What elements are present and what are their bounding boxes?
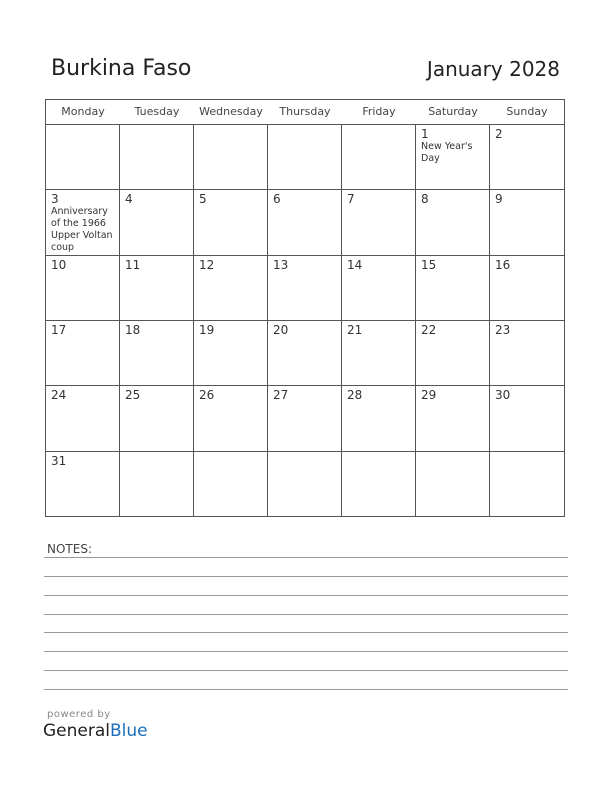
day-number: 15	[421, 257, 437, 272]
day-cell[interactable]	[120, 256, 194, 321]
notes-label: NOTES:	[47, 542, 92, 556]
day-number: 26	[199, 388, 215, 403]
day-number: 30	[495, 388, 511, 403]
day-cell[interactable]	[194, 256, 268, 321]
day-number: 28	[347, 388, 363, 403]
weekday-label: Wednesday	[199, 105, 263, 118]
day-cell[interactable]	[342, 386, 416, 451]
notes-line	[44, 576, 568, 577]
day-cell[interactable]	[268, 125, 342, 190]
day-cell[interactable]	[194, 190, 268, 255]
notes-line	[44, 614, 568, 615]
day-cell[interactable]	[120, 452, 194, 517]
weekday-label: Friday	[362, 105, 396, 118]
day-cell[interactable]	[194, 452, 268, 517]
day-number: 18	[125, 323, 141, 337]
day-cell[interactable]	[120, 125, 194, 190]
day-cell[interactable]	[120, 386, 194, 451]
day-number: 8	[421, 192, 429, 207]
day-cell[interactable]	[416, 386, 490, 451]
holiday-label: New Year's Day	[421, 141, 473, 164]
day-number: 22	[421, 323, 437, 337]
day-number: 3	[51, 192, 59, 207]
day-number: 29	[421, 388, 437, 403]
day-cell[interactable]	[342, 256, 416, 321]
day-cell[interactable]	[46, 256, 120, 321]
day-cell[interactable]	[120, 190, 194, 255]
day-number: 31	[51, 453, 67, 468]
brand-logo[interactable]	[43, 721, 148, 741]
day-cell[interactable]	[268, 256, 342, 321]
day-cell[interactable]	[416, 321, 490, 386]
notes-line	[44, 689, 568, 690]
day-number: 9	[495, 192, 503, 207]
day-cell[interactable]	[268, 386, 342, 451]
holiday-label: Anniversary of the 1966 Upper Voltan coup	[51, 206, 113, 254]
day-cell[interactable]	[490, 190, 564, 255]
day-number: 6	[273, 192, 281, 207]
brand-blue: Blue	[110, 721, 148, 741]
weekday-header	[46, 100, 564, 125]
day-cell[interactable]	[46, 386, 120, 451]
weekday-label: Sunday	[506, 105, 548, 118]
notes-line	[44, 557, 568, 558]
day-cell[interactable]	[194, 386, 268, 451]
day-cell[interactable]	[490, 452, 564, 517]
day-number: 4	[125, 192, 133, 207]
day-number: 17	[51, 323, 67, 337]
day-cell[interactable]	[416, 125, 490, 190]
day-cell[interactable]	[342, 190, 416, 255]
day-number: 21	[347, 323, 363, 337]
country-title: Burkina Faso	[51, 56, 192, 81]
weekday-label: Monday	[61, 105, 105, 118]
day-cell[interactable]	[490, 386, 564, 451]
day-cell[interactable]	[490, 125, 564, 190]
month-title: January 2028	[426, 57, 560, 81]
day-number: 14	[347, 257, 363, 272]
calendar-grid	[45, 99, 565, 517]
day-cell[interactable]	[46, 125, 120, 190]
day-number: 12	[199, 257, 215, 272]
day-cell[interactable]	[46, 321, 120, 386]
day-number: 20	[273, 323, 289, 337]
day-number: 19	[199, 323, 215, 337]
day-cell[interactable]	[416, 190, 490, 255]
day-number: 7	[347, 192, 355, 207]
day-cell[interactable]	[342, 125, 416, 190]
day-number: 11	[125, 257, 141, 272]
notes-line	[44, 632, 568, 633]
day-cell[interactable]	[46, 452, 120, 517]
day-cell[interactable]	[490, 321, 564, 386]
day-number: 25	[125, 388, 141, 403]
notes-line	[44, 670, 568, 671]
day-number: 10	[51, 257, 67, 272]
day-number: 23	[495, 323, 511, 337]
day-cell[interactable]	[416, 256, 490, 321]
day-cell[interactable]	[268, 321, 342, 386]
day-number: 16	[495, 257, 511, 272]
day-cell[interactable]	[342, 452, 416, 517]
weekday-label: Tuesday	[134, 105, 180, 118]
day-number: 27	[273, 388, 289, 403]
brand-general: General	[43, 721, 110, 741]
day-cell[interactable]	[490, 256, 564, 321]
notes-line	[44, 651, 568, 652]
weekday-label: Thursday	[279, 105, 331, 118]
day-number: 5	[199, 192, 207, 207]
day-cell[interactable]	[416, 452, 490, 517]
notes-line	[44, 595, 568, 596]
day-number: 13	[273, 257, 289, 272]
day-cells	[46, 125, 564, 517]
day-cell[interactable]	[268, 452, 342, 517]
day-cell[interactable]	[342, 321, 416, 386]
day-cell[interactable]	[46, 190, 120, 255]
day-cell[interactable]	[268, 190, 342, 255]
day-cell[interactable]	[194, 125, 268, 190]
day-cell[interactable]	[194, 321, 268, 386]
day-number: 1	[421, 127, 429, 141]
powered-by-text: powered by	[47, 709, 111, 720]
day-cell[interactable]	[120, 321, 194, 386]
weekday-label: Saturday	[428, 105, 478, 118]
day-number: 24	[51, 388, 67, 403]
day-number: 2	[495, 127, 503, 141]
